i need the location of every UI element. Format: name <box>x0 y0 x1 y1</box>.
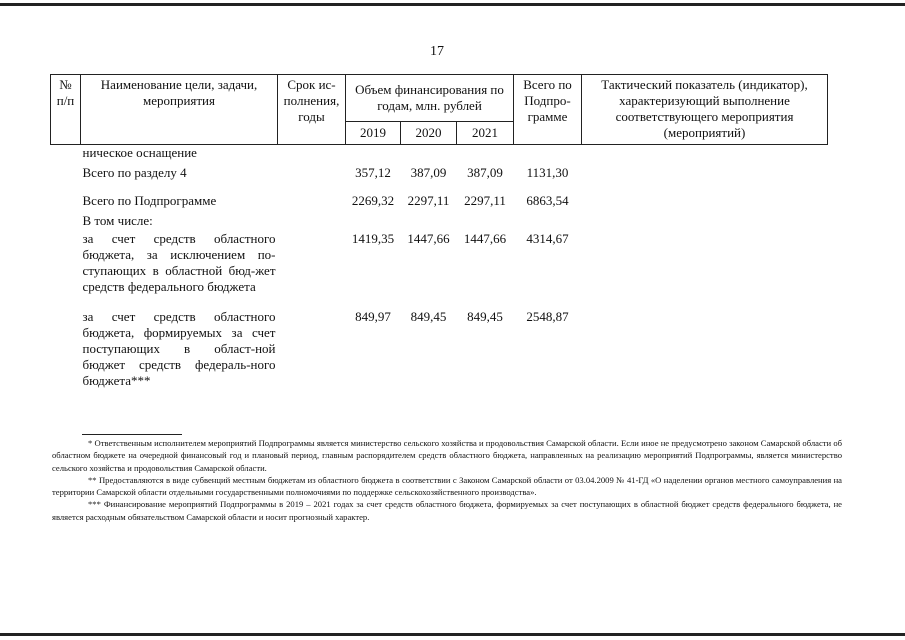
row-value-2021: 2297,11 <box>464 193 506 208</box>
row-value-total: 6863,54 <box>526 193 569 208</box>
row-value-2019: 1419,35 <box>351 231 395 246</box>
header-total: Всего по Подпро-грамме <box>514 75 582 145</box>
footnote-3: *** Финансирование мероприятий Подпрограммы в 2019 – 2021 годах за счет средств областного бюджета, формируемых за счет поступающих в областной бюджет средств федерального бюджета, не является расходным обязательством Самарской области и носит прогнозный характер. <box>52 499 842 522</box>
row-label: Всего по разделу 4 <box>82 165 187 180</box>
row-value-total: 4314,67 <box>526 231 569 246</box>
header-year-2020: 2020 <box>401 122 457 145</box>
table-row <box>51 209 828 229</box>
row-value-2019: 357,12 <box>355 165 391 180</box>
row-value-2021: 849,45 <box>467 309 503 324</box>
row-value-2020: 387,09 <box>410 165 447 180</box>
row-label: Всего по Подпрограмме <box>82 193 217 208</box>
header-num: № п/п <box>51 75 81 145</box>
footnote-2: ** Предоставляются в виде субвенций местным бюджетам из областного бюджета в соответствии с Законом Самарской области от 03.04.2009 № 41-ГД «О наделении органов местного самоуправления на территории Самарской области отдельными государственными полномочиями по поддержке сельскохозяйственного производства». <box>52 474 842 498</box>
row-label: ническое оснащение <box>82 145 197 160</box>
row-value-total: 2548,87 <box>526 309 569 324</box>
table-row <box>51 295 828 389</box>
row-value-2020: 849,45 <box>410 309 447 324</box>
header-indicator: Тактический показатель (индикатор), характеризующий выполнение соответствующего мероприятия (мероприятий) <box>582 75 828 145</box>
footnote-separator <box>82 434 182 435</box>
row-value-total: 1131,30 <box>526 165 569 180</box>
row-value-2021: 387,09 <box>467 165 503 180</box>
row-label: В том числе: <box>82 213 153 228</box>
top-border-line <box>0 3 905 6</box>
header-name: Наименование цели, задачи, мероприятия <box>81 75 278 145</box>
table-row <box>51 181 828 209</box>
footnote-1: * Ответственным исполнителем мероприятий Подпрограммы является министерство сельского хозяйства и продовольствия Самарской области. Если иное не предусмотрено законом Самарской области об областном бюджете на очередной финансовый год и плановый период, главным распорядителем средств областного бюджета, направленных на реализацию мероприятий Подпрограммы, является министерство сельского хозяйства и продовольствия Самарской области. <box>52 438 842 473</box>
row-value-2020: 1447,66 <box>407 231 450 246</box>
header-year-2021: 2021 <box>457 122 514 145</box>
table-row <box>51 229 828 295</box>
header-volume: Объем финансирования по годам, млн. рублей <box>346 75 514 122</box>
table-row <box>51 145 828 162</box>
row-value-2019: 849,97 <box>355 309 391 324</box>
table-row <box>51 161 828 181</box>
page-number: 17 <box>430 44 444 59</box>
footnotes <box>52 434 842 523</box>
header-term: Срок ис-полнения, годы <box>278 75 346 145</box>
row-value-2021: 1447,66 <box>463 231 507 246</box>
financing-table <box>50 74 828 389</box>
row-value-2020: 2297,11 <box>407 193 450 208</box>
row-label: за счет средств областного бюджета, за исключением по-ступающих в областной бюд-жет средств федерального бюджета <box>82 231 276 294</box>
header-year-2019: 2019 <box>346 122 401 145</box>
row-label: за счет средств областного бюджета, формируемых за счет поступающих в област-ной бюджет средств федераль-ного бюджета*** <box>82 309 276 388</box>
bottom-border-line <box>0 633 905 636</box>
row-value-2019: 2269,32 <box>351 193 395 208</box>
table-header-row <box>51 75 828 122</box>
